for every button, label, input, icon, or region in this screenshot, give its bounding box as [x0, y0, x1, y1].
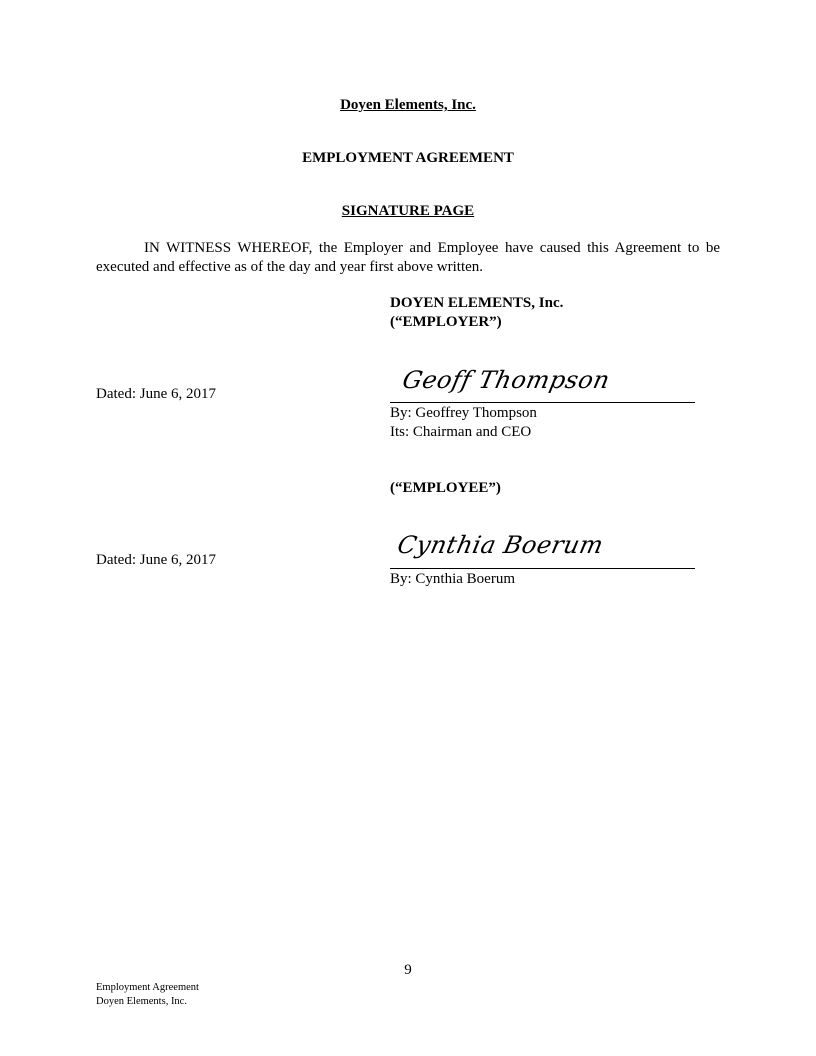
- page-number: 9: [404, 962, 412, 978]
- employee-signature-line: [390, 568, 695, 569]
- footer-line-2: Doyen Elements, Inc.: [96, 996, 187, 1007]
- employer-signature: Geoff Thompson: [400, 366, 613, 394]
- employer-signer-name: By: Geoffrey Thompson: [390, 405, 537, 421]
- employee-signer-name: By: Cynthia Boerum: [390, 571, 515, 587]
- company-heading: Doyen Elements, Inc.: [340, 97, 476, 113]
- employer-signer-title: Its: Chairman and CEO: [390, 424, 532, 440]
- employee-role: (“EMPLOYEE”): [390, 480, 501, 496]
- employer-name: DOYEN ELEMENTS, Inc.: [390, 295, 564, 311]
- footer-line-1: Employment Agreement: [96, 982, 199, 993]
- section-heading: SIGNATURE PAGE: [341, 203, 475, 219]
- document-title: EMPLOYMENT AGREEMENT: [302, 150, 514, 166]
- employer-signature-line: [390, 402, 695, 403]
- employer-role: (“EMPLOYER”): [390, 314, 502, 330]
- witness-paragraph: IN WITNESS WHEREOF, the Employer and Employee have caused this Agreement to be executed and effective as of the day and year first above written.: [96, 240, 720, 275]
- employee-signature: Cynthia Boerum: [395, 531, 607, 559]
- employer-dated: Dated: June 6, 2017: [96, 386, 216, 402]
- employee-dated: Dated: June 6, 2017: [96, 552, 216, 568]
